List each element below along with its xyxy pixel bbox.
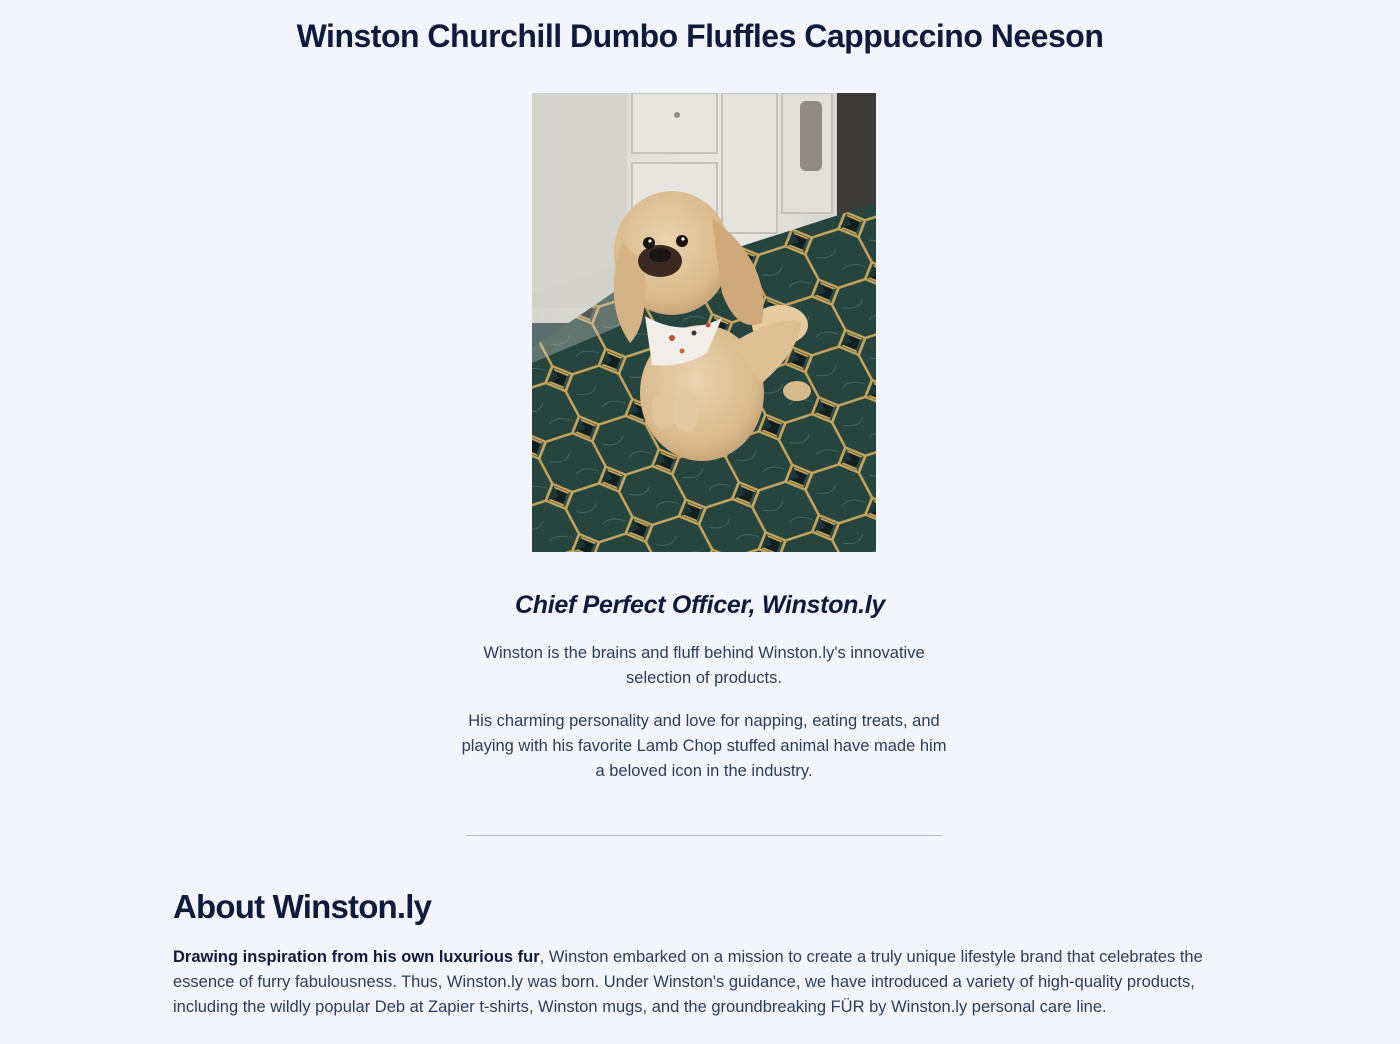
about-paragraph bbox=[173, 945, 1233, 1020]
bio-paragraph-2: His charming personality and love for napping, eating treats, and playing with his favorite Lamb Chop stuffed animal have made him a beloved icon in the industry. bbox=[461, 712, 947, 780]
about-lead-bold: Drawing inspiration from his own luxurious fur bbox=[173, 948, 540, 966]
about-heading: About Winston.ly bbox=[173, 888, 432, 925]
dog-photo bbox=[532, 93, 876, 552]
bio-paragraph-1: Winston is the brains and fluff behind Winston.ly's innovative selection of products. bbox=[483, 644, 925, 687]
about-body-text: , Winston embarked on a mission to create a truly unique lifestyle brand that celebrates the essence of furry fabulousness. Thus, Winston.ly was born. Under Winston's guidance, we have introduced a variety of high-quality products, including the wildly popular Deb at Zapier t-shirts, Winston mugs, and the groundbreaking FÜR by Winston.ly personal care line. bbox=[173, 948, 1203, 1016]
section-divider bbox=[466, 835, 943, 836]
role-title: Chief Perfect Officer, Winston.ly bbox=[514, 591, 886, 619]
page-title: Winston Churchill Dumbo Fluffles Cappuccino Neeson bbox=[296, 18, 1104, 54]
